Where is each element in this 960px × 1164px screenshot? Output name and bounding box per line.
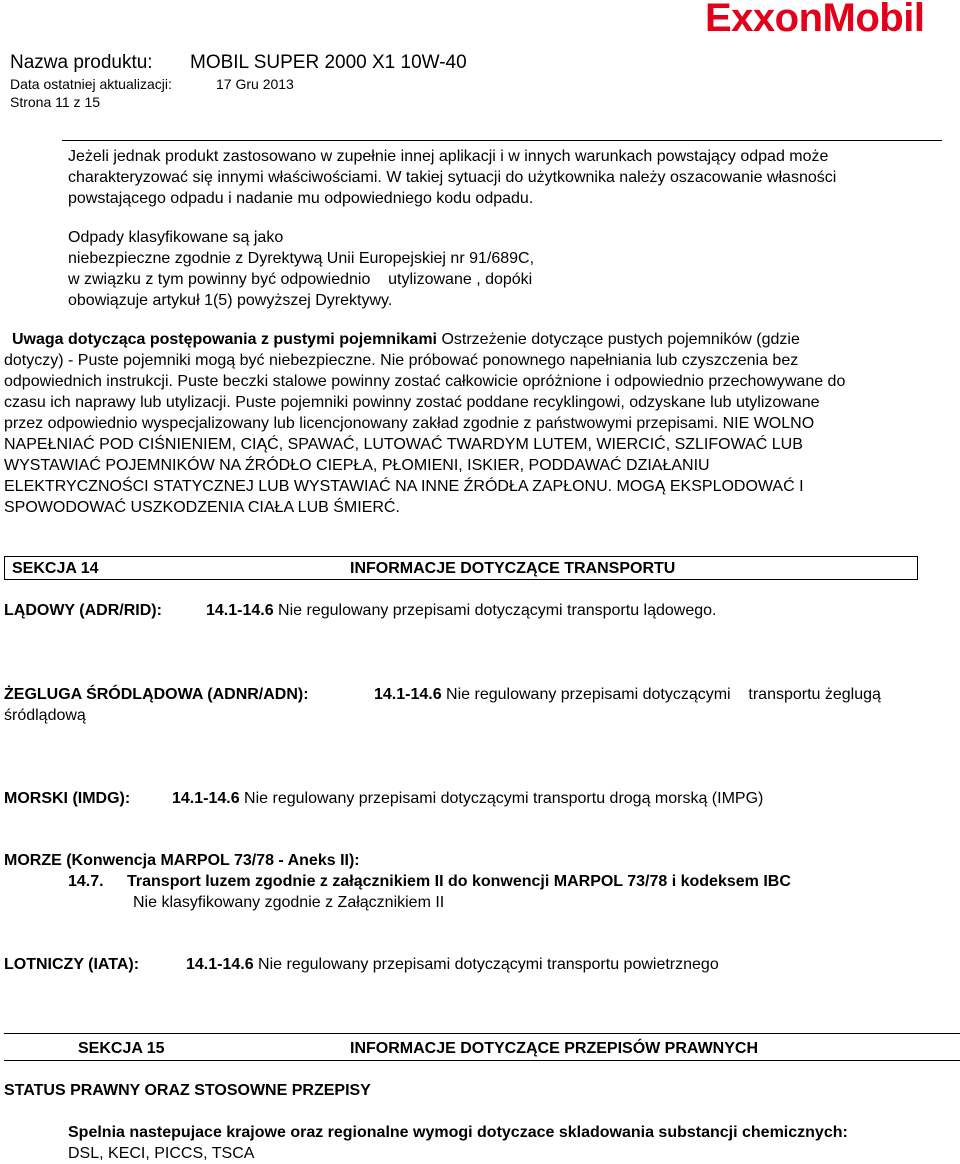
- text-line: WYSTAWIAĆ POJEMNIKÓW NA ŹRÓDŁO CIEPŁA, PŁOMIENI, ISKIER, PODDAWAĆ DZIAŁANIU: [4, 457, 710, 474]
- text-line: NAPEŁNIAĆ POD CIŚNIENIEM, CIĄĆ, SPAWAĆ, LUTOWAĆ TWARDYM LUTEM, WIERCIĆ, SZLIFOWAĆ LUB: [4, 436, 803, 453]
- section-15-number: SEKCJA 15: [78, 1040, 165, 1057]
- marpol-label: MORZE (Konwencja MARPOL 73/78 - Aneks II):: [4, 852, 360, 869]
- revision-date-label: Data ostatniej aktualizacji:: [10, 76, 172, 92]
- text-line: powstającego odpadu i nadanie mu odpowiedniego kodu odpadu.: [68, 190, 534, 207]
- text-line: dotyczy) - Puste pojemniki mogą być niebezpieczne. Nie próbować ponownego napełniania lub czyszczenia bez: [4, 352, 799, 369]
- text-line: Jeżeli jednak produkt zastosowano w zupełnie innej aplikacji i w innych warunkach powstający odpad może: [68, 148, 829, 165]
- text-line: ELEKTRYCZNOŚCI STATYCZNEJ LUB WYSTAWIAĆ NA INNE ŹRÓDŁA ZAPŁONU. MOGĄ EKSPLODOWAĆ I: [4, 478, 804, 495]
- disposal-paragraph: [68, 146, 836, 209]
- text-line: niebezpieczne zgodnie z Dyrektywą Unii Europejskiej nr 91/689C,: [68, 250, 535, 267]
- waste-classification-paragraph: [68, 227, 534, 311]
- air-transport-code: 14.1-14.6: [186, 956, 254, 973]
- header-divider: [62, 140, 942, 141]
- text-line: czasu ich naprawy lub utylizacji. Puste pojemniki powinny zostać poddane recyklingowi, odzyskane lub utylizowane: [4, 394, 820, 411]
- inland-transport-text-cont: śródlądową: [4, 707, 86, 724]
- marpol-number: 14.7.: [68, 873, 104, 890]
- text-line: charakteryzować się innymi właściwościami. W takiej sytuacji do użytkownika należy oszacowanie własności: [68, 169, 837, 186]
- revision-date-value: 17 Gru 2013: [216, 76, 294, 92]
- sea-transport-label: MORSKI (IMDG):: [4, 790, 131, 807]
- air-transport-text: Nie regulowany przepisami dotyczącymi transportu powietrznego: [253, 956, 719, 973]
- section-15-bottom-rule: [4, 1060, 960, 1061]
- text-line: odpowiednich instrukcji. Puste beczki stalowe powinny zostać całkowicie opróżnione i odpowiednio przechowywane do: [4, 373, 846, 390]
- regulatory-status-heading: STATUS PRAWNY ORAZ STOSOWNE PRZEPISY: [4, 1082, 371, 1099]
- empty-container-heading: Uwaga dotycząca postępowania z pustymi pojemnikami: [12, 331, 437, 348]
- sea-transport-value: [172, 788, 763, 809]
- inland-transport-value: [374, 684, 881, 705]
- product-name-label: Nazwa produktu:: [10, 52, 153, 73]
- inventory-list: DSL, KECI, PICCS, TSCA: [68, 1145, 255, 1162]
- section-14-number: SEKCJA 14: [12, 560, 99, 577]
- marpol-title: Transport luzem zgodnie z załącznikiem II do konwencji MARPOL 73/78 i kodeksem IBC: [127, 873, 791, 890]
- text-line: SPOWODOWAĆ USZKODZENIA CIAŁA LUB ŚMIERĆ.: [4, 499, 400, 516]
- inland-transport-code: 14.1-14.6: [374, 686, 442, 703]
- product-name-value: MOBIL SUPER 2000 X1 10W-40: [190, 52, 467, 73]
- text-line: Odpady klasyfikowane są jako: [68, 229, 284, 246]
- land-transport-value: [206, 600, 716, 621]
- inland-transport-label: ŻEGLUGA ŚRÓDLĄDOWA (ADNR/ADN):: [4, 686, 309, 703]
- inland-transport-text: Nie regulowany przepisami dotyczącymi transportu żeglugą: [441, 686, 881, 703]
- air-transport-label: LOTNICZY (IATA):: [4, 956, 140, 973]
- text-span: Ostrzeżenie dotyczące pustych pojemników (gdzie: [437, 331, 800, 348]
- page-number: Strona 11 z 15: [10, 94, 101, 110]
- empty-container-paragraph: [4, 329, 845, 518]
- air-transport-value: [186, 954, 719, 975]
- section-14-title: INFORMACJE DOTYCZĄCE TRANSPORTU: [350, 560, 676, 577]
- land-transport-label: LĄDOWY (ADR/RID):: [4, 602, 162, 619]
- sea-transport-text: Nie regulowany przepisami dotyczącymi transportu drogą morską (IMPG): [239, 790, 764, 807]
- section-15-title: INFORMACJE DOTYCZĄCE PRZEPISÓW PRAWNYCH: [350, 1040, 759, 1057]
- text-line: w związku z tym powinny być odpowiednio utylizowane , dopóki: [68, 271, 533, 288]
- text-line: obowiązuje artykuł 1(5) powyższej Dyrektywy.: [68, 292, 393, 309]
- exxonmobil-logo: ExxonMobil: [705, 0, 925, 40]
- text-line: przez odpowiednio wyspecjalizowany lub licencjonowany zakład zgodnie z państwowymi przepisami. NIE WOLNO: [4, 415, 815, 432]
- sea-transport-code: 14.1-14.6: [172, 790, 240, 807]
- land-transport-code: 14.1-14.6: [206, 602, 274, 619]
- marpol-text: Nie klasyfikowany zgodnie z Załącznikiem II: [133, 894, 445, 911]
- land-transport-text: Nie regulowany przepisami dotyczącymi transportu lądowego.: [273, 602, 717, 619]
- section-15-top-rule: [4, 1033, 960, 1034]
- text-line: [4, 329, 845, 350]
- inventory-compliance-statement: Spelnia nastepujace krajowe oraz regionalne wymogi dotyczace skladowania substancji chemicznych:: [68, 1124, 848, 1141]
